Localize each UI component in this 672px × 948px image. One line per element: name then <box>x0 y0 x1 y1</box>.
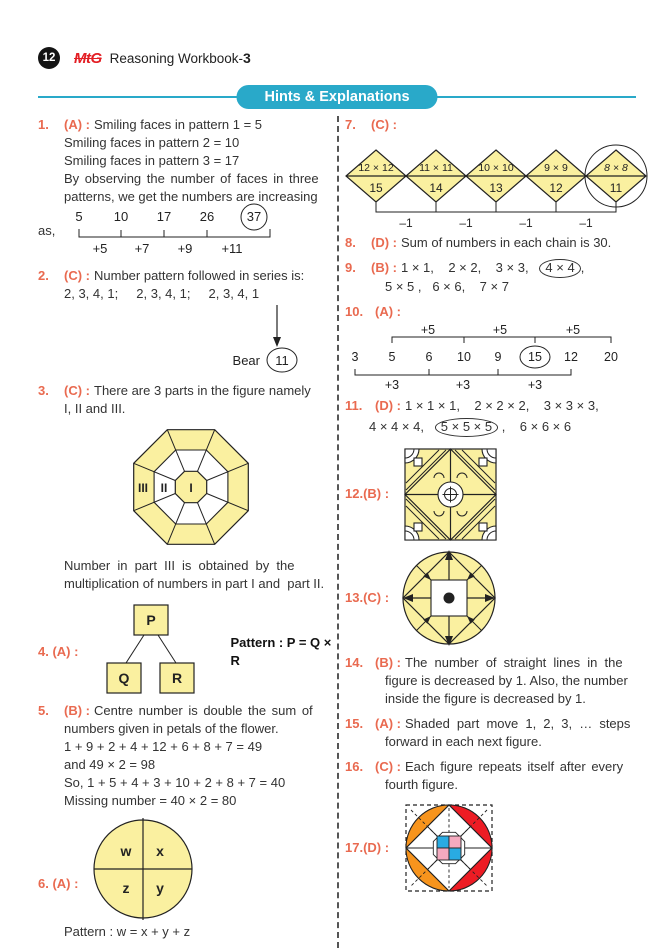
qnum-text: 13. <box>345 589 364 605</box>
seq-number: 6 <box>425 349 433 364</box>
seq-number-circled: 15 <box>528 349 542 364</box>
question-number: 7. <box>345 117 356 132</box>
answer-option: (C) : <box>363 589 390 605</box>
explanation-item-8 <box>345 234 647 252</box>
text-line: 1 + 9 + 2 + 4 + 12 + 6 + 8 + 7 = 49 <box>64 739 263 754</box>
question-number: 11. <box>345 397 363 413</box>
text-line: I, II and III. <box>64 401 126 416</box>
text-line: fourth figure. <box>385 776 458 792</box>
seq-number: 12 <box>564 349 578 364</box>
diamond-top-label: 12 × 12 <box>358 162 394 174</box>
diff-label: –1 <box>519 216 533 230</box>
qnum-text: 12. <box>345 486 364 502</box>
pink-square <box>437 848 449 860</box>
quadrant-label: w <box>121 843 132 859</box>
text-segment: , 6 × 6 × 6 <box>498 418 572 434</box>
answer-option: (A) : <box>64 117 90 132</box>
seq-number: 5 <box>388 349 396 364</box>
text-line: Sum of numbers in each chain is 30. <box>401 235 612 250</box>
quadrant-label: z <box>122 880 130 896</box>
pink-square <box>449 836 461 848</box>
mtg-logo: MtG <box>74 49 102 67</box>
node-label: P <box>146 612 157 628</box>
question-number: 16. <box>345 758 364 774</box>
question-number: 2. <box>38 268 49 283</box>
answer-option: (D) : <box>375 397 401 413</box>
question-number <box>345 839 393 857</box>
circled-answer: 4 × 4 <box>539 259 580 278</box>
quadrant-label: x <box>156 843 165 859</box>
text-line: and 49 × 2 = 98 <box>64 757 156 772</box>
text-line: Centre number is double the sum of <box>94 703 313 718</box>
diff-label: +3 <box>527 377 543 392</box>
diamond-bottom-label: 15 <box>369 181 383 195</box>
diff-label: +9 <box>177 241 193 256</box>
pattern-formula: Pattern : P = Q × R <box>230 635 332 668</box>
explanation-item-16 <box>345 758 647 794</box>
question-number: 8. <box>345 235 356 250</box>
explanation-item-15 <box>345 715 647 751</box>
text-line: Each figure repeats itself after every <box>405 758 624 774</box>
bracket-lines <box>376 202 616 212</box>
text-line: Smiling faces in pattern 1 = 5 <box>94 117 263 132</box>
as-label: as, <box>38 223 56 238</box>
explanation-item-14 <box>345 654 647 708</box>
circled-answer: 5 × 5 × 5 <box>435 418 498 437</box>
seq-number: 3 <box>351 349 359 364</box>
answer-option: (B) : <box>371 260 397 275</box>
bear-arrow-figure <box>64 303 334 375</box>
number-line-figure <box>345 322 635 395</box>
answer-option: (D) : <box>371 235 397 250</box>
diff-label: –1 <box>459 216 473 230</box>
diamond-top-label: 8 × 8 <box>604 162 628 174</box>
text-line: Number pattern followed in series is: <box>94 268 305 283</box>
explanation-item-13 <box>345 548 647 648</box>
diamond-chain-figure <box>345 136 647 232</box>
blue-square <box>437 836 449 848</box>
text-line: forward in each next figure. <box>385 733 542 749</box>
seq-number: 9 <box>494 349 502 364</box>
answer-option: (C) : <box>64 268 90 283</box>
increasing-sequence-diagram <box>64 208 304 260</box>
diff-label: +3 <box>455 377 471 392</box>
answer-option: (A) : <box>375 303 401 319</box>
text-line: multiplication of numbers in part I and part II. <box>64 576 325 591</box>
text-line: There are 3 parts in the figure namely <box>94 383 311 398</box>
text-line: inside the figure is decreased by 1. <box>385 690 586 706</box>
text-line: Smiling faces in pattern 3 = 17 <box>64 153 240 168</box>
section-title: Hints & Explanations <box>236 85 437 109</box>
qnum-text: 6. <box>38 876 49 891</box>
blue-square <box>449 848 461 860</box>
part-label-II: II <box>160 481 168 495</box>
section-rule <box>38 89 636 105</box>
tree-figure <box>96 603 214 695</box>
text-line: Shaded part move 1, 2, 3, … steps <box>405 715 631 731</box>
text-line: , <box>580 260 585 275</box>
octagon-figure <box>106 421 276 554</box>
tick-marks <box>121 230 207 237</box>
seq-number: 10 <box>113 209 129 224</box>
answer-option: (B) : <box>375 654 401 670</box>
explanation-item-7 <box>345 116 647 232</box>
question-number: 14. <box>345 654 364 670</box>
answer-option: (B) : <box>64 703 90 718</box>
tree-edge <box>158 635 176 663</box>
text-line: So, 1 + 5 + 4 + 3 + 10 + 2 + 8 + 7 = 40 <box>64 775 286 790</box>
top-bracket <box>392 337 611 343</box>
diff-label: +5 <box>565 322 581 337</box>
node-label: R <box>172 670 183 686</box>
series-line: 2, 3, 4, 1; 2, 3, 4, 1; 2, 3, 4, 1 <box>64 286 260 301</box>
text-line: 5 × 5 , 6 × 6, 7 × 7 <box>385 278 509 294</box>
pattern-formula: Pattern : w = x + y + z <box>64 924 191 939</box>
answer-option: (A) : <box>52 644 79 659</box>
bear-label: Bear <box>232 353 260 368</box>
seq-number: 20 <box>604 349 618 364</box>
explanation-item-17 <box>345 802 647 894</box>
diamond-top-label: 10 × 10 <box>478 162 514 174</box>
part-label-I: I <box>189 481 193 495</box>
diff-label: +7 <box>134 241 150 256</box>
seq-number: 26 <box>199 209 215 224</box>
book-title-text: Reasoning Workbook- <box>109 51 243 66</box>
qnum-text: 4. <box>38 644 49 659</box>
diamond-top-label: 11 × 11 <box>419 162 453 174</box>
bear-value: 11 <box>275 353 289 368</box>
diff-label: +11 <box>221 241 243 256</box>
tree-edge <box>126 635 144 663</box>
question-number: 1. <box>38 117 49 132</box>
diamond-bottom-label: 14 <box>429 181 443 195</box>
bottom-bracket <box>355 369 571 375</box>
answer-option: (C) : <box>371 117 397 132</box>
circle-arrow-figure <box>401 548 497 648</box>
right-column <box>341 116 647 948</box>
explanation-item-5 <box>38 702 334 810</box>
diff-label: +5 <box>92 241 108 256</box>
diff-label: +5 <box>420 322 436 337</box>
text-line: Smiling faces in pattern 2 = 10 <box>64 135 240 150</box>
explanation-item-9 <box>345 259 647 296</box>
text-segment: 4 × 4 × 4, <box>369 418 435 434</box>
circle-quadrant-figure <box>90 817 196 921</box>
seq-number: 10 <box>457 349 471 364</box>
diamond-bottom-label: 11 <box>609 181 623 195</box>
explanation-item-3 <box>38 382 334 593</box>
text-line: numbers given in petals of the flower. <box>64 721 279 736</box>
question-number: 10. <box>345 303 364 319</box>
rosette-figure <box>403 802 495 894</box>
left-column <box>38 116 334 948</box>
number-sequence-figure <box>38 208 334 260</box>
arrow-head-icon <box>273 337 281 347</box>
diamond-bottom-label: 12 <box>549 181 563 195</box>
explanation-item-4 <box>38 603 334 695</box>
text-line: 1 × 1 × 1, 2 × 2 × 2, 3 × 3 × 3, <box>405 397 599 413</box>
explanation-item-2 <box>38 267 334 375</box>
question-number <box>345 485 393 503</box>
center-color-squares <box>437 836 461 860</box>
text-line: figure is decreased by 1. Also, the number <box>385 672 628 688</box>
question-number <box>38 643 82 661</box>
answer-option: (B) : <box>363 486 390 502</box>
text-line: The number of straight lines in the <box>405 654 623 670</box>
column-divider <box>337 116 339 948</box>
answer-option: (A) : <box>375 715 401 731</box>
page-header <box>38 46 636 70</box>
text-line: By observing the number of faces in three <box>64 171 319 186</box>
diff-label: –1 <box>579 216 593 230</box>
part-label-III: III <box>137 481 149 495</box>
book-title <box>110 50 251 66</box>
answer-option: (D) : <box>363 839 390 855</box>
seq-number-circled: 37 <box>246 209 262 224</box>
question-number: 5. <box>38 703 49 718</box>
sequence-line <box>79 229 270 237</box>
text-line: Missing number = 40 × 2 = 80 <box>64 793 237 808</box>
diff-label: –1 <box>399 216 413 230</box>
center-dot <box>444 592 455 603</box>
book-number: 3 <box>243 50 251 66</box>
square-pattern-figure <box>403 447 498 542</box>
explanation-item-10 <box>345 303 647 395</box>
answer-option: (C) : <box>375 758 401 774</box>
diamond-bottom-label: 13 <box>489 181 503 195</box>
explanation-item-1 <box>38 116 334 260</box>
node-label: Q <box>119 670 130 686</box>
question-number: 3. <box>38 383 49 398</box>
answer-option: (C) : <box>64 383 90 398</box>
text-line: Number in part III is obtained by the <box>64 558 295 573</box>
seq-number: 5 <box>75 209 83 224</box>
q6-pattern-line <box>38 923 334 941</box>
seq-number: 17 <box>156 209 172 224</box>
question-number: 15. <box>345 715 364 731</box>
quadrant-label: y <box>156 880 165 896</box>
text-line: patterns, we get the numbers are increasing <box>64 189 318 204</box>
text-line <box>369 418 647 437</box>
explanation-item-12 <box>345 447 647 542</box>
explanation-item-6 <box>38 817 334 921</box>
diamond-top-label: 9 × 9 <box>544 162 568 174</box>
diff-label: +5 <box>492 322 508 337</box>
page-number-badge: 12 <box>38 47 60 69</box>
question-number <box>38 875 82 893</box>
qnum-text: 17. <box>345 839 364 855</box>
question-number <box>345 589 393 607</box>
answer-option: (A) : <box>52 876 79 891</box>
question-number: 9. <box>345 260 356 275</box>
diff-label: +3 <box>384 377 400 392</box>
text-line: 1 × 1, 2 × 2, 3 × 3, <box>401 260 540 275</box>
explanation-item-11 <box>345 397 647 437</box>
